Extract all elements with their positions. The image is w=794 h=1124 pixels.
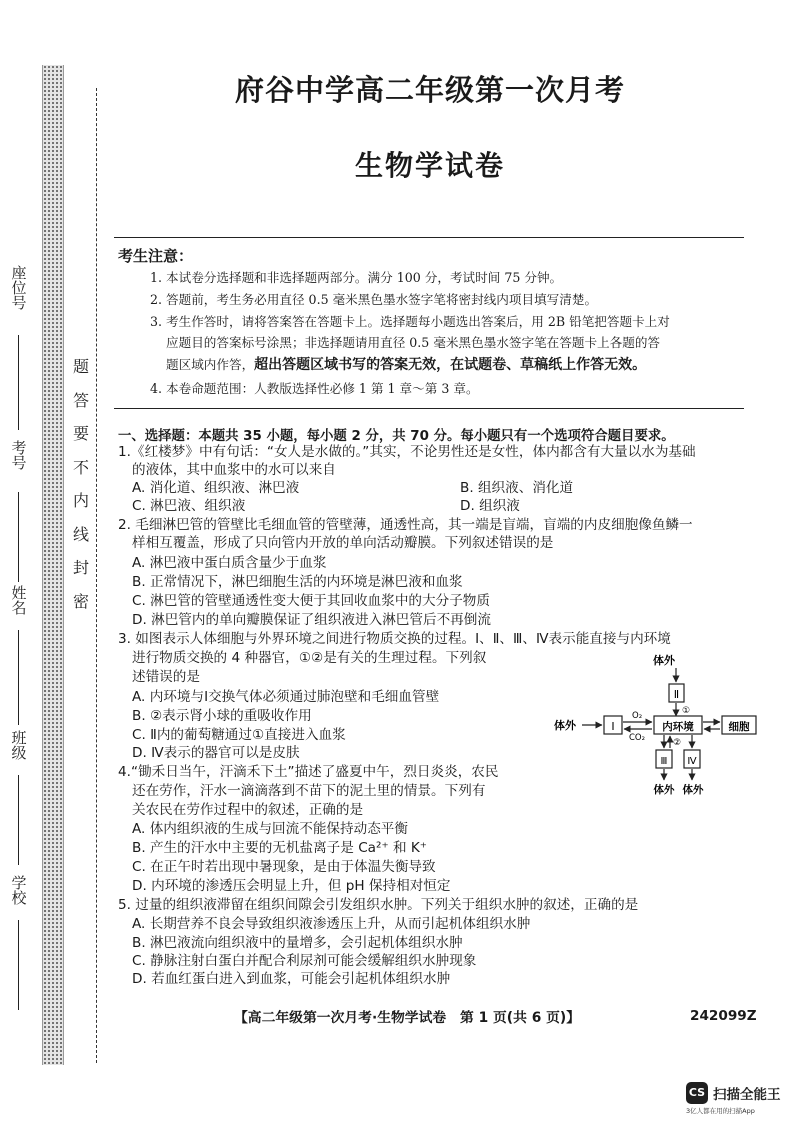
- page-footer: 【高二年级第一次月考·生物学试卷 第 1 页(共 6 页)】: [234, 1010, 580, 1026]
- q1-stem-2: 的液体，其中血浆中的水可以来自: [132, 462, 336, 478]
- label-cell: 细胞: [728, 721, 750, 733]
- scanner-tagline: 3亿人都在用的扫描App: [686, 1107, 755, 1115]
- label-process-1: ①: [682, 706, 691, 716]
- q1-option-c: C. 淋巴液、组织液: [132, 498, 246, 514]
- q5-option-d: D. 若血红蛋白进入到血浆，可能会引起机体组织水肿: [132, 971, 451, 987]
- diagram-outside-top: 体外: [653, 654, 675, 667]
- q1-option-a: A. 消化道、组织液、淋巴液: [132, 480, 300, 496]
- q3-stem-3: 述错误的是: [132, 669, 200, 685]
- notice-item-4: 4. 本卷命题范围：人教版选择性必修 1 第 1 章～第 3 章。: [150, 381, 479, 396]
- q2-stem-2: 样相互覆盖，形成了只向管内开放的单向活动瓣膜。下列叙述错误的是: [132, 535, 554, 551]
- q2-option-d: D. 淋巴管内的单向瓣膜保证了组织液进入淋巴管后不再倒流: [132, 612, 491, 628]
- q4-option-b: B. 产生的汗水中主要的无机盐离子是 Ca²⁺ 和 K⁺: [132, 840, 427, 856]
- q4-option-a: A. 体内组织液的生成与回流不能保持动态平衡: [132, 821, 408, 837]
- label-organ-II: Ⅱ: [673, 688, 680, 701]
- label-organ-III: Ⅲ: [660, 756, 668, 767]
- label-process-2: ②: [673, 738, 682, 748]
- q2-option-b: B. 正常情况下，淋巴细胞生活的内环境是淋巴液和血浆: [132, 574, 463, 590]
- q4-option-c: C. 在正午时若出现中暑现象，是由于体温失衡导致: [132, 859, 436, 875]
- section-heading: 一、选择题：本题共 35 小题，每小题 2 分，共 70 分。每小题只有一个选项符合题目要求。: [118, 429, 675, 444]
- exam-code: 242099Z: [690, 1008, 757, 1024]
- notice-top-rule: [114, 237, 744, 238]
- q1-option-b: B. 组织液、消化道: [460, 480, 574, 496]
- seat-number-line: [18, 335, 19, 430]
- q5-option-a: A. 长期营养不良会导致组织液渗透压上升，从而引起机体组织水肿: [132, 916, 531, 932]
- notice-heading: 考生注意：: [118, 247, 194, 265]
- exam-title: 府谷中学高二年级第一次月考: [234, 73, 625, 107]
- q3-option-d: D. Ⅳ表示的器官可以是皮肤: [132, 745, 300, 761]
- label-co2: CO₂: [629, 733, 646, 743]
- seal-dashed-line: [96, 88, 97, 1063]
- diagram-outside-bottom-right: 体外: [682, 784, 704, 796]
- q5-option-b: B. 淋巴液流向组织液中的量增多，会引起机体组织水肿: [132, 935, 463, 951]
- exam-number-line: [18, 492, 19, 582]
- class-label: 班级: [9, 730, 28, 760]
- seat-number-label: 座位号: [9, 265, 28, 310]
- q3-stem-2: 进行物质交换的 4 种器官，①②是有关的生理过程。下列叙: [132, 650, 487, 666]
- scanner-name: 扫描全能王: [713, 1087, 781, 1103]
- notice-item-3: 3. 考生作答时，请将答案答在答题卡上。选择题每小题选出答案后，用 2B 铅笔把答题卡上对: [150, 314, 670, 329]
- q5-option-c: C. 静脉注射白蛋白并配合利尿剂可能会缓解组织水肿现象: [132, 953, 477, 969]
- q4-stem-3: 关农民在劳作过程中的叙述，正确的是: [132, 802, 364, 818]
- exam-number-label: 考号: [9, 440, 28, 470]
- notice-item-3-end: 题区域内作答，超出答题区域书写的答案无效，在试题卷、草稿纸上作答无效。: [166, 357, 647, 373]
- exchange-diagram: [552, 650, 772, 798]
- notice-bottom-rule: [114, 408, 744, 409]
- q4-stem-2: 还在劳作，汗水一滴滴落到不苗下的泥土里的情景。下列有: [132, 783, 486, 799]
- label-organ-IV: Ⅳ: [687, 756, 697, 767]
- exam-subject: 生物学试卷: [354, 149, 505, 182]
- school-label: 学校: [9, 875, 28, 905]
- q1-option-d: D. 组织液: [460, 498, 520, 514]
- notice-item-3-cont: 应题目的答案标号涂黑；非选择题请用直径 0.5 毫米黑色墨水签字笔在答题卡上各题的答: [166, 335, 661, 350]
- label-organ-I: Ⅰ: [611, 720, 615, 733]
- q4-stem-1: 4.“锄禾日当午，汗滴禾下土”描述了盛夏中午，烈日炎炎，农民: [118, 764, 499, 780]
- q1-stem-1: 1.《红楼梦》中有句话：“女人是水做的。”其实，不论男性还是女性，体内都含有大量以水为基础: [118, 444, 696, 460]
- notice-item-1: 1. 本试卷分选择题和非选择题两部分。满分 100 分，考试时间 75 分钟。: [150, 270, 563, 285]
- q3-option-c: C. Ⅱ内的葡萄糖通过①直接进入血浆: [132, 727, 346, 743]
- q3-option-b: B. ②表示肾小球的重吸收作用: [132, 708, 312, 724]
- q3-option-a: A. 内环境与Ⅰ交换气体必须通过肺泡壁和毛细血管壁: [132, 689, 440, 705]
- q2-option-c: C. 淋巴管的管壁通透性变大便于其回收血浆中的大分子物质: [132, 593, 490, 609]
- q5-stem-1: 5. 过量的组织液滞留在组织间隙会引发组织水肿。下列关于组织水肿的叙述，正确的是: [118, 897, 639, 913]
- notice-invalid-warning: 超出答题区域书写的答案无效，在试题卷、草稿纸上作答无效。: [254, 357, 647, 373]
- scanner-logo-icon: CS: [686, 1082, 708, 1104]
- school-line: [18, 920, 19, 1010]
- q2-option-a: A. 淋巴液中蛋白质含量少于血浆: [132, 555, 327, 571]
- diagram-outside-left: 体外: [554, 719, 576, 732]
- binding-strip: [42, 65, 64, 1065]
- name-line: [18, 630, 19, 725]
- q2-stem-1: 2. 毛细淋巴管的管壁比毛细血管的管壁薄，通透性高，其一端是盲端，盲端的内皮细胞像鱼鳞一: [118, 517, 693, 533]
- q3-stem-1: 3. 如图表示人体细胞与外界环境之间进行物质交换的过程。Ⅰ、Ⅱ、Ⅲ、Ⅳ表示能直接与内环境: [118, 631, 671, 647]
- name-label: 姓名: [9, 585, 28, 615]
- label-o2: O₂: [632, 711, 643, 721]
- class-line: [18, 775, 19, 865]
- seal-line-warning: 题 答 要 不 内 线 封 密: [72, 357, 89, 611]
- q4-option-d: D. 内环境的渗透压会明显上升，但 pH 保持相对恒定: [132, 878, 451, 894]
- diagram-outside-bottom-left: 体外: [653, 784, 675, 796]
- label-internal-environment: 内环境: [662, 721, 694, 733]
- notice-item-2: 2. 答题前，考生务必用直径 0.5 毫米黑色墨水签字笔将密封线内项目填写清楚。: [150, 292, 598, 307]
